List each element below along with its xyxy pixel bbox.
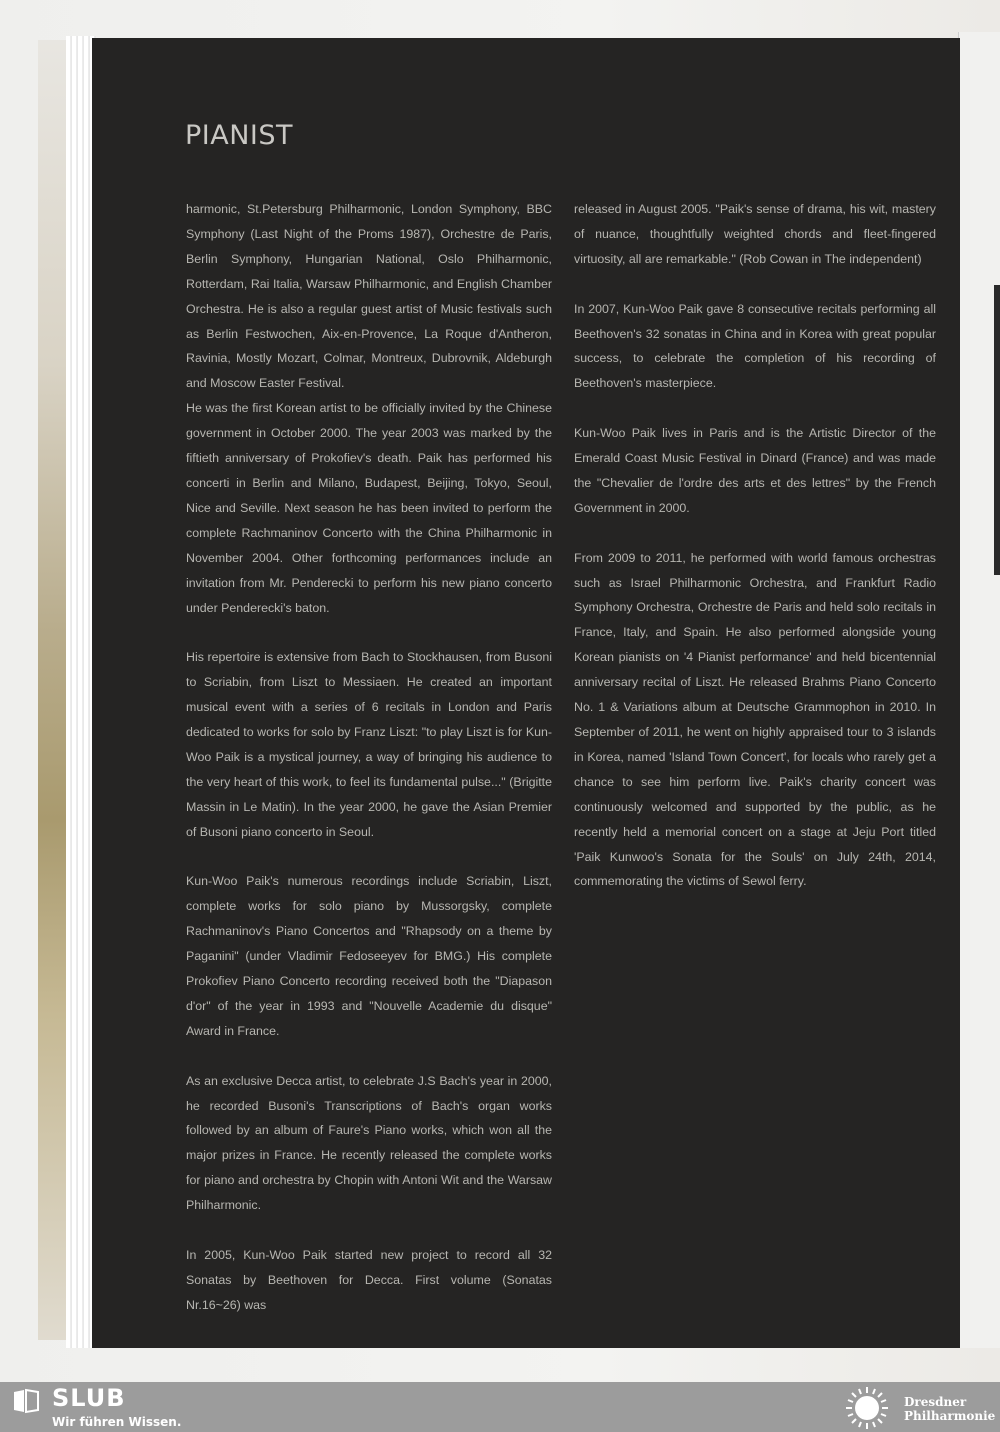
next-page-edge [958, 32, 1000, 1348]
right-text-column [574, 197, 936, 919]
previous-page-photo-edge [38, 40, 68, 1340]
left-paragraph-5: As an exclusive Decca artist, to celebrate J.S Bach's year in 2000, he recorded Busoni's Transcriptions of Bach's organ works followed by an album of Faure's Piano works, which won all the major prizes in France. He recently released the complete works for piano and orchestra by Chopin with Antoni Wit and the Warsaw Philharmonic. [186, 1073, 552, 1213]
left-text-column [186, 197, 552, 1343]
dresdner-philharmonie-logo-icon[interactable] [840, 1385, 894, 1431]
footer-bar [0, 1382, 1000, 1432]
page-heading: PIANIST [185, 120, 294, 151]
left-paragraph-4: Kun-Woo Paik's numerous recordings include Scriabin, Liszt, complete works for solo piano by Mussorgsky, complete Rachmaninov's Piano Concertos and "Rhapsody on a theme by Paganini" (under Vladimir Fedoseeyev for BMG.) His complete Prokofiev Piano Concerto recording received both the "Diapason d'or" of the year in 1993 and "Nouvelle Academie du disque" Award in France. [186, 874, 552, 1038]
right-paragraph-1: released in August 2005. "Paik's sense of drama, his wit, mastery of nuance, thoughtfully weighted chords and fleet-fingered virtuosity, all are remarkable." (Rob Cowan in The independent) [574, 202, 936, 266]
right-paragraph-2: In 2007, Kun-Woo Paik gave 8 consecutive recitals performing all Beethoven's 32 sonatas in China and in Korea with great popular success, to celebrate the completion of his recording of Beethoven's masterpiece. [574, 301, 936, 391]
partner-name-line-1: Dresdner [904, 1395, 967, 1409]
left-paragraph-6: In 2005, Kun-Woo Paik started new project to record all 32 Sonatas by Beethoven for Decca. First volume (Sonatas Nr.16~26) was [186, 1248, 552, 1312]
partner-name-line-2: Philharmonie [904, 1409, 996, 1423]
right-paragraph-3: Kun-Woo Paik lives in Paris and is the Artistic Director of the Emerald Coast Music Festival in Dinard (France) and was made the "Chevalier de l'ordre des arts et des lettres" by the French Government in 2000. [574, 426, 936, 515]
left-paragraph-2: He was the first Korean artist to be officially invited by the Chinese government in October 2000. The year 2003 was marked by the fiftieth anniversary of Prokofiev's death. Paik has performed his concerti in Berlin and Milano, Budapest, Beijing, Tokyo, Seoul, Nice and Seville. Next season he has been invited to perform the complete Rachmaninov Concerto with the China Philharmonic in November 2004. Other forthcoming performances include an invitation from Mr. Penderecki to perform his new piano concerto under Penderecki's baton. [186, 401, 552, 615]
next-page-dark-strip [994, 285, 1000, 575]
left-paragraph-3: His repertoire is extensive from Bach to Stockhausen, from Busoni to Scriabin, from Liszt to Messiaen. He created an important musical event with a series of 6 recitals in London and Paris dedicated to works for solo by Franz Liszt: "to play Liszt is for Kun-Woo Paik is a mystical journey, a way of bringing his audience to the very heart of this work, to feel its fundamental pulse..." (Brigitte Massin in Le Matin). In the year 2000, he gave the Asian Premier of Busoni piano concerto in Seoul. [186, 650, 552, 839]
slub-tagline: Wir führen Wissen. [52, 1415, 182, 1429]
left-paragraph-1: harmonic, St.Petersburg Philharmonic, London Symphony, BBC Symphony (Last Night of the Proms 1987), Orchestre de Paris, Berlin Symphony, Hungarian National, Oslo Philharmonic, Rotterdam, Rai Italia, Warsaw Philharmonic, and English Chamber Orchestra. He is also a regular guest artist of Music festivals such as Berlin Festwochen, Aix-en-Provence, La Roque d'Antheron, Ravinia, Mostly Mozart, Colmar, Montreux, Dubrovnik, Aldeburgh and Moscow Easter Festival. [186, 202, 552, 391]
slub-logo-icon[interactable] [12, 1388, 40, 1414]
slub-name[interactable]: SLUB [52, 1384, 126, 1412]
right-paragraph-4: From 2009 to 2011, he performed with world famous orchestras such as Israel Philharmonic Orchestra, and Frankfurt Radio Symphony Orchestra, Orchestre de Paris and held solo recitals in France, Italy, and Spain. He also performed alongside young Korean pianists on '4 Pianist performance' and held bicentennial anniversary recital of Liszt. He released Brahms Piano Concerto No. 1 & Variations album at Deutsche Grammophon in 2010. In September of 2011, he went on highly appraised tour to 3 islands in Korea, named 'Island Town Concert', for locals who rarely get a chance to see him perform live. Paik's charity concert was continuously welcomed and supported by the public, as he recently held a memorial concert on a stage at Jeju Port titled 'Paik Kunwoo's Sonata for the Souls' on July 24th, 2014, commemorating the victims of Sewol ferry. [574, 550, 936, 889]
